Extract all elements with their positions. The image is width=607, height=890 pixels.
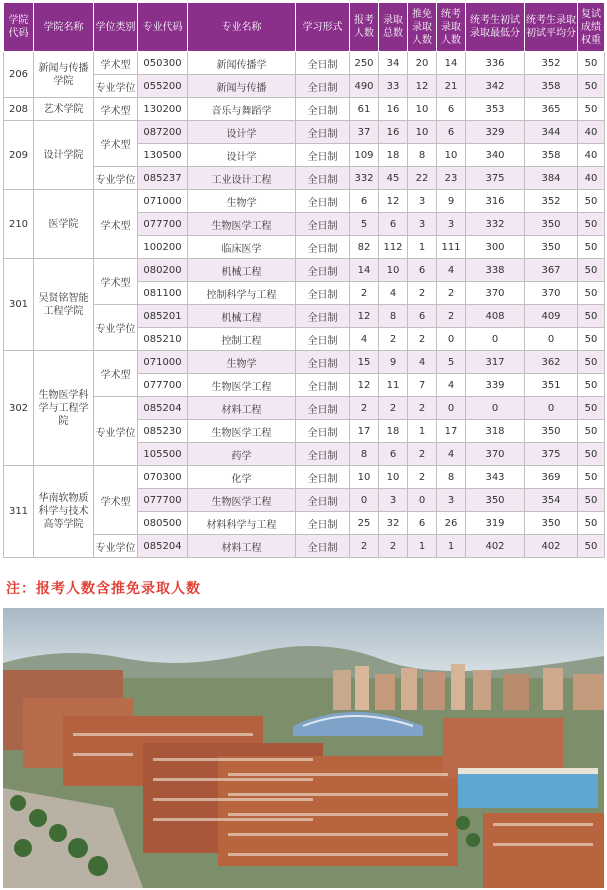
table-cell: 设计学 xyxy=(188,121,296,144)
table-cell: 工业设计工程 xyxy=(188,167,296,190)
table-row xyxy=(4,98,605,121)
table-cell: 367 xyxy=(525,259,578,282)
table-cell: 085230 xyxy=(138,420,188,443)
table-cell: 3 xyxy=(408,213,437,236)
table-cell: 342 xyxy=(466,75,525,98)
table-cell: 085210 xyxy=(138,328,188,351)
table-cell: 34 xyxy=(379,52,408,75)
table-cell: 12 xyxy=(350,374,379,397)
table-cell: 316 xyxy=(466,190,525,213)
table-cell: 2 xyxy=(379,328,408,351)
table-cell: 6 xyxy=(408,512,437,535)
table-cell: 全日制 xyxy=(296,374,350,397)
table-cell: 055200 xyxy=(138,75,188,98)
table-cell: 085201 xyxy=(138,305,188,328)
table-cell: 050300 xyxy=(138,52,188,75)
table-cell: 070300 xyxy=(138,466,188,489)
table-cell: 10 xyxy=(408,98,437,121)
header-cell: 推免录取人数 xyxy=(408,3,437,52)
table-cell: 10 xyxy=(408,121,437,144)
table-cell: 全日制 xyxy=(296,144,350,167)
table-cell: 4 xyxy=(437,443,466,466)
table-cell: 402 xyxy=(525,535,578,558)
table-cell: 0 xyxy=(466,328,525,351)
table-cell: 药学 xyxy=(188,443,296,466)
degree-type-cell: 学术型 xyxy=(94,259,138,305)
table-cell: 343 xyxy=(466,466,525,489)
table-cell: 369 xyxy=(525,466,578,489)
table-cell: 071000 xyxy=(138,190,188,213)
table-cell: 25 xyxy=(350,512,379,535)
table-cell: 50 xyxy=(578,374,605,397)
table-cell: 350 xyxy=(525,236,578,259)
table-cell: 全日制 xyxy=(296,512,350,535)
table-cell: 2 xyxy=(379,535,408,558)
table-cell: 111 xyxy=(437,236,466,259)
table-cell: 6 xyxy=(437,98,466,121)
table-cell: 130500 xyxy=(138,144,188,167)
table-cell: 1 xyxy=(408,420,437,443)
table-cell: 40 xyxy=(578,144,605,167)
table-cell: 3 xyxy=(379,489,408,512)
table-cell: 352 xyxy=(525,190,578,213)
table-cell: 50 xyxy=(578,466,605,489)
header-cell: 统考录取人数 xyxy=(437,3,466,52)
table-cell: 10 xyxy=(350,466,379,489)
college-name-cell: 新闻与传播学院 xyxy=(34,52,94,98)
table-cell: 全日制 xyxy=(296,259,350,282)
table-cell: 10 xyxy=(379,259,408,282)
table-row xyxy=(4,52,605,75)
degree-type-cell: 学术型 xyxy=(94,190,138,259)
table-cell: 全日制 xyxy=(296,489,350,512)
table-cell: 设计学 xyxy=(188,144,296,167)
table-cell: 318 xyxy=(466,420,525,443)
header-cell: 学院名称 xyxy=(34,3,94,52)
table-cell: 250 xyxy=(350,52,379,75)
table-cell: 402 xyxy=(466,535,525,558)
table-cell: 11 xyxy=(379,374,408,397)
table-cell: 2 xyxy=(408,282,437,305)
table-cell: 音乐与舞蹈学 xyxy=(188,98,296,121)
table-cell: 45 xyxy=(379,167,408,190)
table-cell: 全日制 xyxy=(296,213,350,236)
table-cell: 077700 xyxy=(138,374,188,397)
header-cell: 专业名称 xyxy=(188,3,296,52)
table-cell: 130200 xyxy=(138,98,188,121)
table-cell: 50 xyxy=(578,98,605,121)
table-cell: 全日制 xyxy=(296,351,350,374)
header-cell: 学院代码 xyxy=(4,3,34,52)
college-code-cell: 301 xyxy=(4,259,34,351)
table-cell: 全日制 xyxy=(296,535,350,558)
table-cell: 5 xyxy=(437,351,466,374)
table-cell: 8 xyxy=(437,466,466,489)
table-cell: 50 xyxy=(578,259,605,282)
table-cell: 50 xyxy=(578,213,605,236)
table-cell: 358 xyxy=(525,144,578,167)
table-cell: 全日制 xyxy=(296,282,350,305)
table-cell: 全日制 xyxy=(296,52,350,75)
table-cell: 5 xyxy=(350,213,379,236)
table-cell: 0 xyxy=(525,328,578,351)
table-cell: 50 xyxy=(578,397,605,420)
college-name-cell: 设计学院 xyxy=(34,121,94,190)
degree-type-cell: 专业学位 xyxy=(94,305,138,351)
table-cell: 100200 xyxy=(138,236,188,259)
table-cell: 26 xyxy=(437,512,466,535)
table-cell: 10 xyxy=(437,144,466,167)
table-cell: 6 xyxy=(408,305,437,328)
table-cell: 087200 xyxy=(138,121,188,144)
table-cell: 机械工程 xyxy=(188,305,296,328)
college-code-cell: 210 xyxy=(4,190,34,259)
table-cell: 339 xyxy=(466,374,525,397)
table-cell: 50 xyxy=(578,282,605,305)
table-cell: 全日制 xyxy=(296,75,350,98)
college-name-cell: 生物医学科学与工程学院 xyxy=(34,351,94,466)
table-cell: 17 xyxy=(350,420,379,443)
table-cell: 362 xyxy=(525,351,578,374)
table-cell: 8 xyxy=(408,144,437,167)
table-cell: 336 xyxy=(466,52,525,75)
table-cell: 22 xyxy=(408,167,437,190)
table-row xyxy=(4,121,605,144)
table-cell: 071000 xyxy=(138,351,188,374)
table-cell: 353 xyxy=(466,98,525,121)
table-cell: 50 xyxy=(578,305,605,328)
table-cell: 0 xyxy=(350,489,379,512)
table-cell: 370 xyxy=(466,443,525,466)
table-cell: 37 xyxy=(350,121,379,144)
table-cell: 2 xyxy=(437,282,466,305)
table-cell: 370 xyxy=(466,282,525,305)
table-cell: 材料工程 xyxy=(188,535,296,558)
table-cell: 6 xyxy=(379,443,408,466)
table-row xyxy=(4,75,605,98)
campus-illustration xyxy=(3,608,604,888)
table-cell: 全日制 xyxy=(296,305,350,328)
table-cell: 全日制 xyxy=(296,397,350,420)
table-cell: 300 xyxy=(466,236,525,259)
table-cell: 全日制 xyxy=(296,420,350,443)
table-row xyxy=(4,167,605,190)
table-cell: 2 xyxy=(379,397,408,420)
table-cell: 3 xyxy=(437,489,466,512)
table-cell: 350 xyxy=(466,489,525,512)
table-cell: 358 xyxy=(525,75,578,98)
table-cell: 3 xyxy=(408,190,437,213)
table-cell: 2 xyxy=(408,397,437,420)
table-row xyxy=(4,397,605,420)
college-code-cell: 208 xyxy=(4,98,34,121)
table-cell: 4 xyxy=(408,351,437,374)
table-cell: 新闻与传播 xyxy=(188,75,296,98)
table-cell: 50 xyxy=(578,535,605,558)
header-row xyxy=(4,3,605,52)
admission-table-container xyxy=(3,2,604,558)
table-cell: 1 xyxy=(408,535,437,558)
table-cell: 50 xyxy=(578,443,605,466)
table-cell: 0 xyxy=(437,328,466,351)
table-cell: 全日制 xyxy=(296,167,350,190)
table-cell: 6 xyxy=(379,213,408,236)
table-cell: 2 xyxy=(408,466,437,489)
table-cell: 085237 xyxy=(138,167,188,190)
college-code-cell: 209 xyxy=(4,121,34,190)
header-cell: 学习形式 xyxy=(296,3,350,52)
table-cell: 生物学 xyxy=(188,190,296,213)
table-cell: 18 xyxy=(379,420,408,443)
table-cell: 8 xyxy=(350,443,379,466)
table-row xyxy=(4,305,605,328)
table-cell: 临床医学 xyxy=(188,236,296,259)
degree-type-cell: 学术型 xyxy=(94,52,138,75)
college-name-cell: 医学院 xyxy=(34,190,94,259)
table-cell: 全日制 xyxy=(296,328,350,351)
table-cell: 351 xyxy=(525,374,578,397)
header-cell: 学位类别 xyxy=(94,3,138,52)
table-cell: 12 xyxy=(350,305,379,328)
college-code-cell: 302 xyxy=(4,351,34,466)
college-code-cell: 311 xyxy=(4,466,34,558)
table-cell: 生物医学工程 xyxy=(188,213,296,236)
table-cell: 16 xyxy=(379,121,408,144)
table-cell: 控制工程 xyxy=(188,328,296,351)
table-row xyxy=(4,351,605,374)
table-cell: 16 xyxy=(379,98,408,121)
admission-table xyxy=(3,2,605,558)
degree-type-cell: 专业学位 xyxy=(94,167,138,190)
table-row xyxy=(4,259,605,282)
table-cell: 14 xyxy=(350,259,379,282)
table-cell: 机械工程 xyxy=(188,259,296,282)
table-cell: 0 xyxy=(408,489,437,512)
table-cell: 1 xyxy=(408,236,437,259)
table-cell: 329 xyxy=(466,121,525,144)
table-cell: 18 xyxy=(379,144,408,167)
table-cell: 17 xyxy=(437,420,466,443)
table-cell: 375 xyxy=(466,167,525,190)
table-cell: 化学 xyxy=(188,466,296,489)
college-name-cell: 吴贤铭智能工程学院 xyxy=(34,259,94,351)
degree-type-cell: 专业学位 xyxy=(94,535,138,558)
table-cell: 10 xyxy=(379,466,408,489)
table-cell: 9 xyxy=(379,351,408,374)
table-cell: 3 xyxy=(437,213,466,236)
table-cell: 控制科学与工程 xyxy=(188,282,296,305)
table-cell: 354 xyxy=(525,489,578,512)
table-cell: 14 xyxy=(437,52,466,75)
table-cell: 50 xyxy=(578,489,605,512)
table-cell: 61 xyxy=(350,98,379,121)
table-cell: 32 xyxy=(379,512,408,535)
table-cell: 全日制 xyxy=(296,443,350,466)
table-cell: 077700 xyxy=(138,213,188,236)
table-cell: 全日制 xyxy=(296,98,350,121)
table-cell: 40 xyxy=(578,167,605,190)
table-cell: 352 xyxy=(525,52,578,75)
table-cell: 6 xyxy=(408,259,437,282)
table-cell: 2 xyxy=(437,305,466,328)
table-cell: 50 xyxy=(578,75,605,98)
table-cell: 0 xyxy=(466,397,525,420)
table-cell: 338 xyxy=(466,259,525,282)
table-cell: 50 xyxy=(578,420,605,443)
table-cell: 2 xyxy=(408,443,437,466)
footnote: 注：报考人数含推免录取人数 xyxy=(6,581,201,597)
table-cell: 350 xyxy=(525,420,578,443)
table-cell: 1 xyxy=(437,535,466,558)
header-cell: 统考生初试录取最低分 xyxy=(466,3,525,52)
degree-type-cell: 学术型 xyxy=(94,121,138,167)
table-cell: 50 xyxy=(578,52,605,75)
table-cell: 332 xyxy=(350,167,379,190)
table-cell: 12 xyxy=(408,75,437,98)
table-cell: 384 xyxy=(525,167,578,190)
degree-type-cell: 学术型 xyxy=(94,466,138,535)
college-name-cell: 华南软物质科学与技术高等学院 xyxy=(34,466,94,558)
table-cell: 319 xyxy=(466,512,525,535)
table-cell: 50 xyxy=(578,236,605,259)
table-cell: 109 xyxy=(350,144,379,167)
table-cell: 生物学 xyxy=(188,351,296,374)
table-cell: 50 xyxy=(578,512,605,535)
table-cell: 全日制 xyxy=(296,466,350,489)
table-cell: 0 xyxy=(525,397,578,420)
table-cell: 7 xyxy=(408,374,437,397)
college-code-cell: 206 xyxy=(4,52,34,98)
table-cell: 085204 xyxy=(138,397,188,420)
table-cell: 409 xyxy=(525,305,578,328)
table-cell: 6 xyxy=(350,190,379,213)
college-name-cell: 艺术学院 xyxy=(34,98,94,121)
table-cell: 105500 xyxy=(138,443,188,466)
table-cell: 365 xyxy=(525,98,578,121)
table-cell: 344 xyxy=(525,121,578,144)
table-cell: 350 xyxy=(525,213,578,236)
table-cell: 081100 xyxy=(138,282,188,305)
table-cell: 40 xyxy=(578,121,605,144)
table-row xyxy=(4,190,605,213)
degree-type-cell: 专业学位 xyxy=(94,397,138,466)
table-cell: 9 xyxy=(437,190,466,213)
header-cell: 复试成绩权重 xyxy=(578,3,605,52)
header-cell: 报考人数 xyxy=(350,3,379,52)
table-cell: 350 xyxy=(525,512,578,535)
table-cell: 2 xyxy=(408,328,437,351)
table-cell: 080200 xyxy=(138,259,188,282)
table-cell: 材料工程 xyxy=(188,397,296,420)
table-cell: 6 xyxy=(437,121,466,144)
table-row xyxy=(4,466,605,489)
header-cell: 专业代码 xyxy=(138,3,188,52)
table-cell: 077700 xyxy=(138,489,188,512)
campus-photo xyxy=(3,608,604,888)
table-cell: 2 xyxy=(350,282,379,305)
table-cell: 20 xyxy=(408,52,437,75)
table-cell: 33 xyxy=(379,75,408,98)
table-body xyxy=(4,52,605,558)
table-cell: 340 xyxy=(466,144,525,167)
table-cell: 23 xyxy=(437,167,466,190)
header-cell: 录取总数 xyxy=(379,3,408,52)
degree-type-cell: 专业学位 xyxy=(94,75,138,98)
table-cell: 317 xyxy=(466,351,525,374)
table-cell: 370 xyxy=(525,282,578,305)
table-cell: 080500 xyxy=(138,512,188,535)
table-cell: 21 xyxy=(437,75,466,98)
table-cell: 4 xyxy=(379,282,408,305)
header-cell: 统考生录取初试平均分 xyxy=(525,3,578,52)
table-cell: 全日制 xyxy=(296,236,350,259)
table-row xyxy=(4,535,605,558)
table-cell: 材料科学与工程 xyxy=(188,512,296,535)
table-cell: 15 xyxy=(350,351,379,374)
table-cell: 2 xyxy=(350,535,379,558)
table-cell: 112 xyxy=(379,236,408,259)
table-cell: 50 xyxy=(578,351,605,374)
table-cell: 全日制 xyxy=(296,190,350,213)
degree-type-cell: 学术型 xyxy=(94,351,138,397)
table-cell: 8 xyxy=(379,305,408,328)
degree-type-cell: 学术型 xyxy=(94,98,138,121)
table-cell: 0 xyxy=(437,397,466,420)
table-cell: 12 xyxy=(379,190,408,213)
table-cell: 50 xyxy=(578,328,605,351)
table-cell: 375 xyxy=(525,443,578,466)
table-cell: 4 xyxy=(350,328,379,351)
table-cell: 4 xyxy=(437,374,466,397)
table-cell: 生物医学工程 xyxy=(188,374,296,397)
table-cell: 全日制 xyxy=(296,121,350,144)
table-cell: 408 xyxy=(466,305,525,328)
table-cell: 生物医学工程 xyxy=(188,489,296,512)
table-cell: 2 xyxy=(350,397,379,420)
table-cell: 085204 xyxy=(138,535,188,558)
table-cell: 生物医学工程 xyxy=(188,420,296,443)
table-cell: 新闻传播学 xyxy=(188,52,296,75)
table-cell: 50 xyxy=(578,190,605,213)
table-cell: 332 xyxy=(466,213,525,236)
table-cell: 82 xyxy=(350,236,379,259)
table-cell: 490 xyxy=(350,75,379,98)
table-cell: 4 xyxy=(437,259,466,282)
